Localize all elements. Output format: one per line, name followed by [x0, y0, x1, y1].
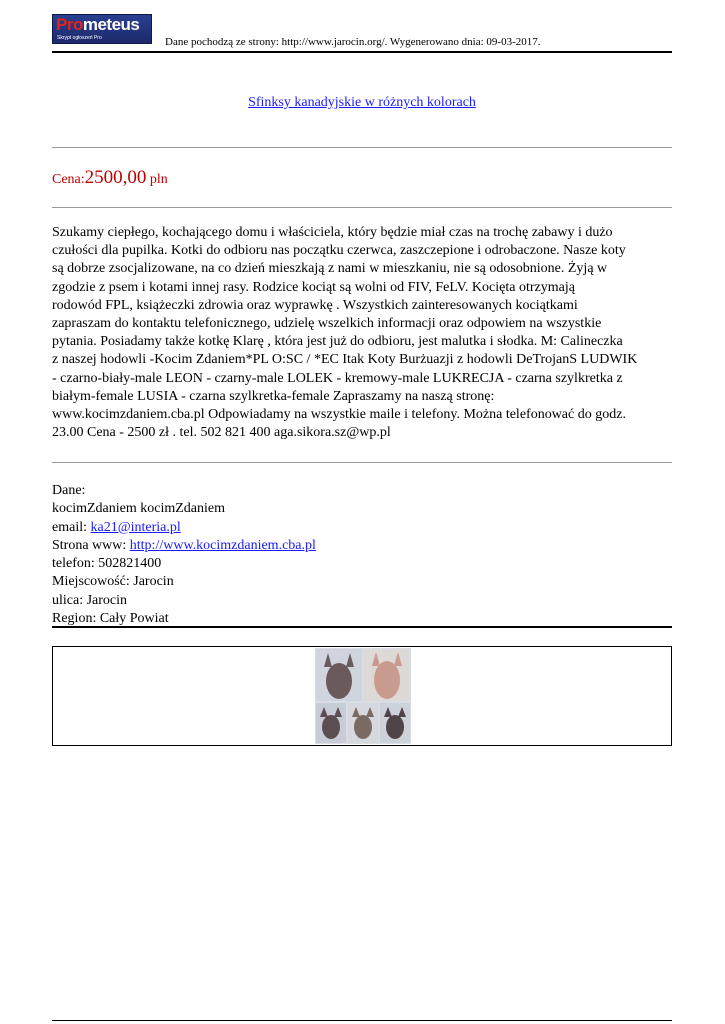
- listing-title-link[interactable]: Sfinksy kanadyjskie w różnych kolorach: [248, 95, 476, 110]
- contact-details: [52, 482, 672, 628]
- price-currency: pln: [146, 172, 168, 187]
- logo-wordmark: Prometeus: [56, 15, 140, 34]
- footer-divider: [52, 1020, 672, 1021]
- contact-email: [52, 519, 672, 537]
- divider: [52, 207, 672, 208]
- description-line: z naszej hodowli -Kocim Zdaniem*PL O:SC / *EC Itak Koty Burżuazji z hodowli DeTrojanS LUDWIK: [52, 352, 638, 368]
- logo-tagline: Skrypt ogłoszeń Pro: [57, 35, 102, 41]
- contact-city: Miejscowość: Jarocin: [52, 574, 174, 590]
- divider: [52, 147, 672, 148]
- cat-ear: [346, 653, 354, 667]
- photo-frame: [52, 646, 672, 746]
- description-line: pytania. Posiadamy także kotkę Klarę , która jest już do odbioru, jest malutka i słodka. M: Calineczka: [52, 334, 623, 350]
- price-value: 2500,00: [84, 167, 147, 188]
- cat-photo: [380, 703, 410, 743]
- cat-photo: [316, 703, 346, 743]
- description-line: rodowód FPL, książeczki zdrowia oraz wyprawkę . Wszystkich zainteresowanych kociątkami: [52, 297, 578, 313]
- email-link[interactable]: ka21@interia.pl: [90, 519, 181, 535]
- listing-description: [52, 224, 672, 442]
- description-line: czułości dla pupilka. Kotki do odbioru nas początku czerwca, zaszczepione i odrobaczone. Nasze koty: [52, 243, 626, 259]
- price: [52, 167, 168, 189]
- description-line: białym-female LUSIA - czarna szylkretka-female Zapraszamy na naszą stronę:: [52, 388, 495, 404]
- description-line: zapraszam do kontaktu telefonicznego, udzielę wszelkich informacji oraz odpowiem na wszystkie: [52, 316, 602, 332]
- cat-ear: [324, 653, 332, 667]
- cat-ear: [372, 652, 380, 666]
- contact-street: ulica: Jarocin: [52, 592, 128, 608]
- description-line: zgodzie z psem i kotami innej rasy. Rodzice kociąt są wolni od FIV, FeLV. Kocięta otrzymają: [52, 279, 575, 295]
- source-info: Dane pochodzą ze strony: http://www.jarocin.org/. Wygenerowano dnia: 09-03-2017.: [165, 36, 541, 48]
- cat-photo: [348, 703, 378, 743]
- contact-divider: [52, 626, 672, 628]
- cat-photo-collage[interactable]: [315, 648, 411, 744]
- description-line: są dobrze zsocjalizowane, na co dzień mieszkają z nami w mieszkaniu, nie są odosobnione. Żyją w: [52, 261, 608, 277]
- cat-figure: [354, 715, 372, 739]
- contact-phone: telefon: 502821400: [52, 556, 162, 572]
- description-line: www.kocimzdaniem.cba.pl Odpowiadamy na wszystkie maile i telefony. Można telefonować do godz.: [52, 407, 626, 423]
- cat-ear: [352, 707, 360, 717]
- listing-title: [52, 95, 672, 111]
- description-line: - czarno-biały-male LEON - czarny-male LOLEK - kremowy-male LUKRECJA - czarna szylkretka z: [52, 370, 623, 386]
- cat-ear: [320, 707, 328, 717]
- contact-name: kocimZdaniem kocimZdaniem: [52, 501, 226, 517]
- contact-heading: Dane:: [52, 483, 86, 498]
- contact-region: Region: Cały Powiat: [52, 611, 169, 627]
- cat-photo: [364, 649, 410, 701]
- cat-ear: [366, 707, 374, 717]
- contact-website: [52, 537, 672, 555]
- cat-figure: [374, 661, 400, 699]
- cat-ear: [334, 707, 342, 717]
- email-label: email:: [52, 519, 91, 535]
- description-line: Szukamy ciepłego, kochającego domu i właściciela, który będzie miał czas na trochę zabawy i dużo: [52, 225, 613, 240]
- cat-ear: [384, 707, 392, 717]
- price-label: Cena:: [52, 172, 85, 187]
- cat-ear: [398, 707, 406, 717]
- cat-figure: [326, 663, 352, 699]
- divider: [52, 462, 672, 463]
- website-label: Strona www:: [52, 537, 130, 553]
- prometeus-logo: [52, 14, 152, 44]
- website-link[interactable]: http://www.kocimzdaniem.cba.pl: [129, 537, 316, 553]
- cat-figure: [322, 715, 340, 739]
- cat-ear: [394, 652, 402, 666]
- cat-photo: [316, 649, 362, 701]
- header-divider: [52, 51, 672, 53]
- cat-figure: [386, 715, 404, 739]
- description-line: 23.00 Cena - 2500 zł . tel. 502 821 400 aga.sikora.sz@wp.pl: [52, 425, 391, 441]
